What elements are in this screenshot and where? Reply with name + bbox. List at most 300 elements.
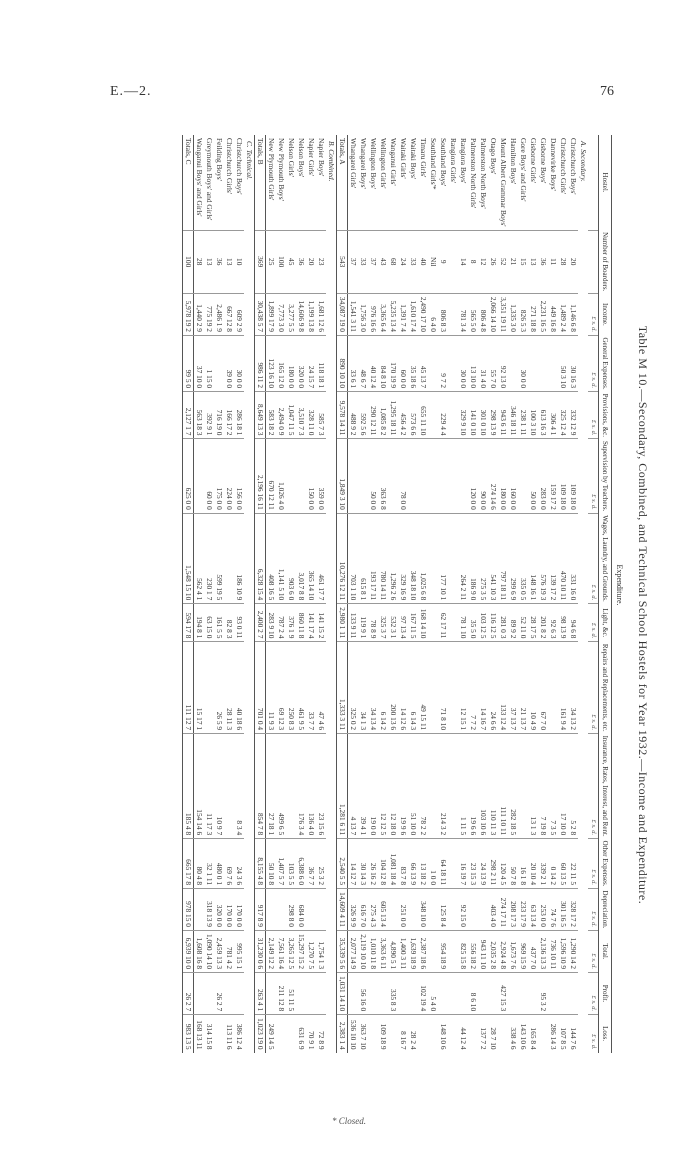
table-cell: 6,388 6 0 [296, 839, 306, 889]
totals-row [183, 135, 194, 1053]
table-cell: 20 10 4 [528, 839, 538, 889]
table-cell: 39 0 0 [224, 335, 234, 391]
table-cell: 1,296 2 6 [388, 513, 398, 603]
table-cell: 325 12 4 [558, 392, 568, 439]
table-cell: 74 7 6 [548, 889, 558, 931]
table-cell [266, 973, 277, 1015]
table-cell [478, 889, 488, 931]
table-cell: 701 0 4 [255, 642, 266, 734]
table-cell: 2,486 1 9 [214, 293, 224, 335]
table-cell: Nelson Girls' [287, 138, 296, 177]
table-cell [224, 973, 234, 1015]
table-cell: 55 7 0 [488, 335, 498, 391]
table-cell: 301 16 5 [558, 889, 568, 931]
table-cell: £ s. d. [588, 973, 599, 1015]
income-expenditure-table [182, 135, 612, 1053]
table-cell: £ s. d. [588, 1015, 599, 1053]
table-cell: 160 0 0 [508, 439, 518, 513]
table-cell: 80 4 8 [194, 839, 205, 889]
table-cell: 7,773 3 0 [276, 293, 286, 335]
table-cell: 45 [286, 230, 296, 293]
table-cell: 1,400 3 11 [398, 930, 408, 972]
table-cell [558, 973, 568, 1015]
table-cell: 95 3 2 [538, 973, 548, 1015]
table-cell: 24 3 6 [234, 839, 244, 889]
column-header: Insurance, Rates, Interest, and Rent. [599, 734, 612, 839]
table-cell: 437 7 0 [528, 930, 538, 972]
table-cell: 166 17 2 [224, 392, 234, 439]
table-cell: 20 [306, 230, 316, 293]
table-cell: 21 [508, 230, 518, 293]
table-cell: 161 5 5 [214, 604, 224, 642]
table-cell [194, 973, 205, 1015]
table-cell: 8 [468, 230, 478, 293]
table-cell [428, 734, 438, 839]
table-cell: 2,494 0 9 [276, 392, 286, 439]
table-cell: 37 10 0 [194, 335, 205, 391]
table-cell: 854 7 8 [255, 734, 266, 839]
table-cell [508, 335, 518, 391]
table-cell: 26 2 7 [214, 973, 224, 1015]
group-heading-row [244, 135, 255, 1053]
table-cell: 165 8 4 [528, 1015, 538, 1053]
table-row [286, 135, 296, 1053]
table-cell: 995 15 1 [234, 930, 244, 972]
table-cell: 78 8 9 [368, 604, 378, 642]
table-cell: 33 6 1 [348, 335, 359, 391]
table-cell: 797 18 11 [498, 513, 508, 603]
table-cell: 978 15 0 [183, 889, 194, 931]
table-cell [408, 439, 418, 513]
column-header: Light, &c. [599, 604, 612, 642]
table-cell: 2,924 4 8 [498, 930, 508, 972]
table-cell: Palmerston North Boys' [479, 138, 488, 209]
column-header: Supervision by Teachers. [599, 439, 612, 513]
group-heading-row [578, 135, 588, 1053]
table-cell: £ s. d. [588, 335, 599, 391]
table-cell: Whangarei Girls' [349, 138, 358, 189]
table-cell: 35 18 6 [408, 335, 418, 391]
table-cell: 6,328 15 4 [255, 513, 266, 603]
table-cell: Feilding Boys' [215, 138, 224, 182]
table-cell: 23 15 6 [316, 734, 326, 839]
table-cell: 19 9 6 [398, 734, 408, 839]
table-cell: 326 9 9 [348, 889, 359, 931]
table-cell: Wanganui Boys' and Girls' [195, 138, 204, 217]
table-cell: 2,077 14 9 [348, 930, 359, 972]
table-row [224, 135, 234, 1053]
table-cell: 50 3 10 [558, 335, 568, 391]
table-cell: 233 17 9 [518, 889, 528, 931]
table-cell [296, 973, 306, 1015]
table-cell: 655 11 10 [418, 392, 428, 439]
table-cell: 363 6 8 [378, 439, 388, 513]
table-cell: 609 2 9 [234, 293, 244, 335]
table-cell: 339 2 1 [538, 839, 548, 889]
table-cell [428, 439, 438, 513]
table-cell: 224 0 0 [224, 439, 234, 513]
table-cell: 1,681 12 6 [316, 293, 326, 335]
table-row [448, 135, 458, 1053]
table-cell [348, 973, 359, 1015]
table-cell: 176 3 4 [296, 734, 306, 839]
table-cell: 335 8 3 [388, 973, 398, 1015]
table-cell: 562 4 1 [194, 513, 205, 603]
table-cell [428, 604, 438, 642]
table-cell: 32 1 11 [204, 839, 214, 889]
table-cell: 82 8 3 [224, 604, 234, 642]
table-cell: 625 0 0 [183, 439, 194, 513]
table-cell: 14 [458, 230, 468, 293]
table-cell: 2,400 2 7 [255, 604, 266, 642]
table-cell: 328 17 2 [568, 889, 578, 931]
table-cell: 78 2 2 [418, 734, 428, 839]
table-cell: 3,017 8 8 [296, 513, 306, 603]
table-cell: 143 10 6 [518, 1015, 528, 1053]
table-cell: 109 18 0 [568, 439, 578, 513]
table-cell: 2,119 10 10 [358, 930, 368, 972]
table-cell: Nelson Boys' [297, 138, 306, 178]
table-cell [214, 335, 224, 391]
table-cell: 1 11 5 [458, 734, 468, 839]
table-cell: Napier Boys' [317, 138, 326, 177]
table-cell: 120 4 5 [498, 839, 508, 889]
table-cell: 331 16 0 [568, 513, 578, 603]
table-cell: Rangiora Boys' [459, 138, 468, 184]
table-cell: 335 0 5 [518, 513, 528, 603]
table-cell: 194 8 1 [194, 604, 205, 642]
table-cell: 78 0 0 [398, 439, 408, 513]
table-cell: 36 7 7 [306, 839, 316, 889]
table-cell: 214 3 2 [438, 734, 448, 839]
table-row [558, 135, 568, 1053]
table-cell: 30 0 0 [518, 335, 528, 391]
table-cell: 19 0 0 [368, 734, 378, 839]
table-cell: 386 12 4 [234, 1015, 244, 1053]
table-cell [234, 973, 244, 1015]
table-cell: 9 [438, 230, 448, 293]
table-cell: 201 8 2 [538, 604, 548, 642]
table-cell: 282 18 5 [508, 734, 518, 839]
table-cell [548, 335, 558, 391]
table-cell: 456 4 2 [398, 392, 408, 439]
table-cell: 60 0 0 [204, 439, 214, 513]
table-cell: 781 3 4 [458, 293, 468, 335]
table-cell: 177 10 1 [438, 513, 448, 603]
table-cell: 12 [478, 230, 488, 293]
table-cell [588, 135, 599, 230]
table-cell: 1,281 6 11 [337, 734, 348, 839]
table-cell: £ s. d. [588, 930, 599, 972]
group-heading-row [326, 135, 337, 1053]
table-cell: 37 [348, 230, 359, 293]
table-cell [588, 230, 599, 293]
table-cell: 49 15 11 [418, 642, 428, 734]
table-cell: 14,606 9 8 [296, 293, 306, 335]
table-cell: Totals, A [337, 135, 348, 230]
table-cell: 30 16 3 [568, 335, 578, 391]
table-cell: 34 1 3 [358, 642, 368, 734]
table-cell: 69 7 6 [224, 839, 234, 889]
table-cell: 14 12 6 [398, 642, 408, 734]
table-cell: 168 13 11 [194, 1015, 205, 1053]
table-cell: 1,290 14 2 [568, 930, 578, 972]
table-cell: 825 15 8 [458, 930, 468, 972]
table-cell: 92 6 3 [548, 604, 558, 642]
table-cell: 34 13 2 [568, 642, 578, 734]
totals-row [337, 135, 348, 1053]
table-cell [448, 889, 458, 931]
table-row [296, 135, 306, 1053]
table-cell: 320 0 0 [296, 335, 306, 391]
table-cell: 148 16 1 [528, 513, 538, 603]
table-cell: 348 10 0 [418, 889, 428, 931]
table-cell: 0 14 2 [548, 839, 558, 889]
table-cell: 369 [255, 230, 266, 293]
table-cell: 541 10 3 [488, 513, 498, 603]
table-row [408, 135, 418, 1053]
table-cell: 1,081 18 4 [388, 839, 398, 889]
table-cell: 28 11 3 [224, 642, 234, 734]
table-cell: 28 2 4 [408, 1015, 418, 1053]
table-row [204, 135, 214, 1053]
table-cell: 2,387 18 6 [418, 930, 428, 972]
table-cell [388, 1015, 398, 1053]
group-label: A. Secondary. [579, 141, 588, 182]
table-cell: New Plymouth Girls' [267, 138, 276, 201]
column-header: Profit. [599, 973, 612, 1015]
table-cell: 70 9 1 [306, 1015, 316, 1053]
table-cell: 3,265 12 5 [286, 930, 296, 972]
column-header: Income. [599, 293, 612, 335]
table-cell: 13 10 0 [468, 335, 478, 391]
table-cell: 100 [183, 230, 194, 293]
table-cell: 3,365 6 4 [378, 293, 388, 335]
table-cell: Nil [428, 230, 438, 293]
table-cell: 12 12 5 [378, 734, 388, 839]
table-cell: 2,231 16 5 [538, 293, 548, 335]
table-cell: 45 13 7 [418, 335, 428, 391]
table-cell: 251 0 0 [398, 889, 408, 931]
table-cell: 775 19 2 [204, 293, 214, 335]
table-title: Table M 10.—Secondary, Combined, and Technical School Hostels for Year 1932.—Income and Expenditure. [636, 325, 650, 905]
table-cell: 39 4 1 [358, 734, 368, 839]
table-cell: Mount Albert Grammar Boys' [499, 138, 508, 227]
table-cell: 8 6 10 [468, 973, 478, 1015]
table-cell: 144 7 6 [568, 1015, 578, 1053]
table-cell: 613 16 3 [538, 392, 548, 439]
table-cell: 17 10 0 [558, 734, 568, 839]
table-cell: 2,459 13 3 [214, 930, 224, 972]
table-cell [448, 1015, 458, 1053]
table-cell: 30 0 0 [234, 335, 244, 391]
page-number: 76 [600, 84, 614, 99]
table-cell: 33 [408, 230, 418, 293]
table-cell: 50 0 0 [528, 439, 538, 513]
table-cell [214, 1015, 224, 1053]
table-cell [276, 1015, 286, 1053]
table-cell [368, 1015, 378, 1053]
table-row [528, 135, 538, 1053]
column-header: General Expenses. [599, 335, 612, 391]
table-cell: 283 9 10 [266, 604, 277, 642]
table-cell: 156 0 0 [234, 439, 244, 513]
table-cell: 314 15 8 [204, 1015, 214, 1053]
table-cell: 22 11 5 [568, 839, 578, 889]
table-cell: 320 0 0 [214, 889, 224, 931]
table-cell [548, 973, 558, 1015]
table-cell: 116 12 5 [488, 604, 498, 642]
table-cell [408, 889, 418, 931]
table-cell: 60 0 0 [398, 335, 408, 391]
table-cell: 605 13 4 [378, 889, 388, 931]
table-row [428, 135, 438, 1053]
table-cell: 150 0 0 [306, 439, 316, 513]
table-cell [538, 1015, 548, 1053]
table-cell: 92 15 0 [458, 889, 468, 931]
table-cell [518, 439, 528, 513]
table-cell: 592 5 6 [358, 392, 368, 439]
column-header: Other Expenses. [599, 839, 612, 889]
table-cell [378, 973, 388, 1015]
table-cell: 230 1 7 [204, 513, 214, 603]
table-cell: 7 7 2 [468, 642, 478, 734]
table-cell: 461 9 5 [296, 642, 306, 734]
table-cell: 1,023 19 0 [255, 1015, 266, 1053]
page-section-label: E.—2. [110, 84, 152, 99]
table-cell: 28 7 10 [488, 1015, 498, 1053]
table-cell: 1,754 1 3 [316, 930, 326, 972]
table-cell: Whangarei Boys' [359, 138, 368, 189]
table-cell: 8,155 4 8 [255, 839, 266, 889]
table-cell: 890 10 10 [337, 335, 348, 391]
table-cell [358, 439, 368, 513]
table-cell: 24 6 6 [488, 642, 498, 734]
table-cell: 346 18 11 [508, 392, 518, 439]
table-cell: 264 2 11 [458, 513, 468, 603]
table-cell: 28 [558, 230, 568, 293]
column-header: Repairs and Replacements, etc. [599, 642, 612, 734]
table-cell: 13 [528, 230, 538, 293]
table-cell: 1,146 6 8 [568, 293, 578, 335]
table-cell [418, 439, 428, 513]
table-cell: 133 9 11 [348, 604, 359, 642]
table-cell: 133 12 4 [498, 642, 508, 734]
table-cell: 113 11 6 [224, 1015, 234, 1053]
table-cell: 2,066 14 10 [488, 293, 498, 335]
table-cell: 1,440 2 9 [194, 293, 205, 335]
table-header-row [599, 135, 612, 1053]
table-cell: 329 16 9 [398, 513, 408, 603]
table-row [368, 135, 378, 1053]
table-cell: 667 12 8 [224, 293, 234, 335]
table-cell [448, 513, 458, 603]
table-cell: 5,978 19 2 [183, 293, 194, 335]
table-cell: 16 19 7 [458, 839, 468, 889]
table-cell [448, 930, 458, 972]
table-cell: 136 4 0 [306, 734, 316, 839]
table-cell: 24 15 7 [306, 335, 316, 391]
table-cell: 1,085 8 2 [378, 392, 388, 439]
table-cell [548, 642, 558, 734]
table-cell: 703 1 10 [348, 513, 359, 603]
table-cell: 917 8 9 [255, 889, 266, 931]
table-cell: 141 0 10 [468, 392, 478, 439]
table-cell: 594 17 8 [183, 604, 194, 642]
table-cell: 37 13 7 [508, 642, 518, 734]
table-cell: 71 8 10 [438, 642, 448, 734]
table-cell [448, 439, 458, 513]
table-cell: 983 13 5 [183, 1015, 194, 1053]
table-cell [276, 889, 286, 931]
table-cell: 120 0 0 [468, 439, 478, 513]
table-cell: 193 17 11 [368, 513, 378, 603]
table-cell: 229 4 4 [438, 392, 448, 439]
table-cell: 67 7 0 [538, 642, 548, 734]
table-cell: 986 11 2 [255, 335, 266, 391]
table-cell: 480 0 1 [214, 839, 224, 889]
table-cell: 165 12 0 [276, 335, 286, 391]
table-cell: 325 3 7 [378, 604, 388, 642]
table-cell: 585 7 3 [316, 392, 326, 439]
table-cell: 211 12 8 [276, 973, 286, 1015]
table-cell [224, 734, 234, 839]
table-cell: 1,407 5 7 [276, 839, 286, 889]
table-cell: £ s. d. [588, 889, 599, 931]
table-cell: 33 7 7 [306, 642, 316, 734]
table-row [348, 135, 359, 1053]
table-cell: 2,127 1 7 [183, 392, 194, 439]
table-cell: 1,548 15 10 [183, 513, 194, 603]
table-cell: 1,335 3 0 [508, 293, 518, 335]
table-cell: 23 15 3 [468, 839, 478, 889]
table-cell: 11 [548, 230, 558, 293]
table-cell [316, 889, 326, 931]
table-cell: 8 3 4 [234, 734, 244, 839]
table-cell: 28 [194, 230, 205, 293]
table-cell [468, 889, 478, 931]
table-cell: 2,383 1 4 [337, 1015, 348, 1053]
table-cell [418, 1015, 428, 1053]
table-cell: Timaru Girls' [419, 138, 428, 178]
table-cell: 9,578 14 11 [337, 392, 348, 439]
table-cell: 6 14 2 [378, 642, 388, 734]
table-cell: 1,899 17 9 [266, 293, 277, 335]
table-cell: Dannevirke Boys' [549, 138, 558, 191]
table-cell: 12 15 1 [458, 642, 468, 734]
table-row [508, 135, 518, 1053]
table-cell [448, 392, 458, 439]
table-cell [286, 734, 296, 839]
table-cell: 250 8 3 [286, 642, 296, 734]
table-cell: 14 12 7 [348, 839, 359, 889]
table-cell: Christchurch Boys' [235, 138, 244, 195]
table-cell [478, 973, 488, 1015]
table-cell: Rangiora Girls' [449, 138, 458, 184]
table-cell: 556 18 2 [468, 930, 478, 972]
table-cell: 141 15 2 [316, 604, 326, 642]
table-cell: 3,363 6 11 [378, 930, 388, 972]
table-cell: 6 4 0 [428, 293, 438, 335]
table-body [183, 135, 599, 1053]
table-cell: 329 9 10 [458, 392, 468, 439]
column-header: Total. [599, 930, 612, 972]
table-cell [286, 1015, 296, 1053]
table-cell: 50 10 8 [266, 839, 277, 889]
table-cell: Southland Girls'* [429, 138, 438, 190]
table-cell: 826 5 3 [518, 293, 528, 335]
footnote: * Closed. [332, 1116, 367, 1126]
